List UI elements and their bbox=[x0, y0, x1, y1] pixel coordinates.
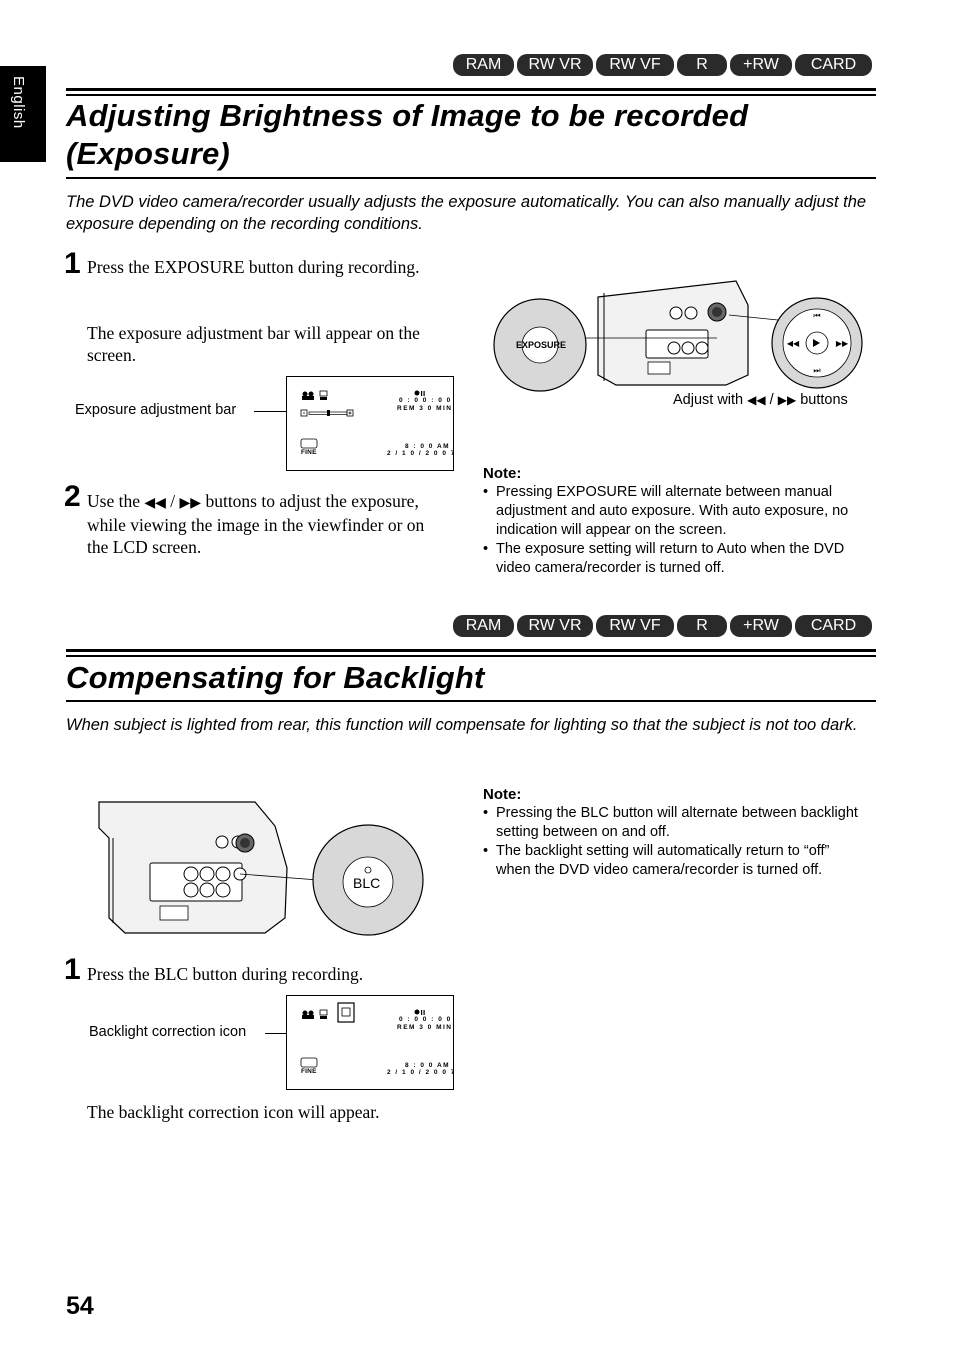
backlight-icon-label: Backlight correction icon bbox=[89, 1024, 247, 1040]
camera-illustration-blc bbox=[95, 798, 430, 938]
list-item: • The exposure setting will return to Auto when the DVD video camera/recorder is turned off. bbox=[483, 540, 868, 578]
section-title-line2: (Exposure) bbox=[66, 136, 230, 171]
section-title-backlight: Compensating for Backlight bbox=[66, 660, 485, 695]
title-rule-bottom bbox=[66, 177, 876, 179]
lcd-time: 8 : 0 0 AM bbox=[405, 1062, 451, 1069]
svg-text:▶▶: ▶▶ bbox=[835, 339, 849, 348]
lcd-remaining: REM 3 0 MIN bbox=[397, 1024, 453, 1031]
media-tag-rw-vr: RW VR bbox=[517, 54, 593, 76]
note-list-backlight bbox=[483, 804, 868, 880]
list-item: • Pressing EXPOSURE will alternate between manual adjustment and auto exposure. With auto exposure, no indication will appear on the screen. bbox=[483, 483, 868, 540]
media-tag-rw-vr: RW VR bbox=[517, 615, 593, 637]
lcd-timecode: 0 : 0 0 : 0 0 bbox=[399, 397, 452, 404]
section-intro-backlight: When subject is lighted from rear, this function will compensate for lighting so that the subject is not too dark. bbox=[66, 716, 858, 734]
svg-text:⏭: ⏭ bbox=[813, 366, 821, 375]
step-result: The exposure adjustment bar will appear on the screen. bbox=[87, 323, 420, 365]
fast-forward-icon: ▶▶ bbox=[777, 393, 797, 407]
lcd-timecode: 0 : 0 0 : 0 0 bbox=[399, 1016, 452, 1023]
section-title-line1: Adjusting Brightness of Image to be recorded bbox=[66, 98, 749, 133]
list-item: • Pressing the BLC button will alternate between backlight setting between on and off. bbox=[483, 804, 868, 842]
media-tags-bottom bbox=[453, 615, 872, 637]
media-tags-top bbox=[453, 54, 872, 76]
lcd-time: 8 : 0 0 AM bbox=[405, 443, 451, 450]
lcd-screen-exposure bbox=[286, 376, 454, 471]
adjust-caption bbox=[673, 392, 848, 408]
media-tag-rw-vf: RW VF bbox=[596, 54, 674, 76]
note-title: Note: bbox=[483, 786, 522, 803]
blc-button-label: BLC bbox=[353, 875, 381, 891]
media-tag-card: CARD bbox=[795, 615, 872, 637]
rewind-icon: ◀◀ bbox=[747, 393, 766, 407]
media-tag-ram: RAM bbox=[453, 615, 514, 637]
adjust-caption-prefix: Adjust with bbox=[673, 392, 744, 408]
step-text: Press the EXPOSURE button during recording. bbox=[87, 257, 420, 277]
rewind-icon: ◀◀ bbox=[144, 495, 166, 511]
fast-forward-icon: ▶▶ bbox=[179, 495, 202, 511]
lcd-date: 2 / 1 0 / 2 0 0 7 bbox=[387, 1069, 456, 1076]
step-text: Press the BLC button during recording. bbox=[87, 964, 364, 984]
lcd-quality: FINE bbox=[301, 449, 317, 456]
title-rule-top bbox=[66, 649, 876, 652]
page-number: 54 bbox=[66, 1292, 94, 1320]
media-tag-plus-rw: +RW bbox=[730, 54, 792, 76]
exposure-button-label: EXPOSURE bbox=[516, 340, 567, 350]
note-list-exposure bbox=[483, 483, 868, 578]
camera-illustration-exposure bbox=[486, 275, 866, 393]
section-intro-exposure: The DVD video camera/recorder usually adjusts the exposure automatically. You can also manually adjust the exposure depending on the recording conditions. bbox=[66, 193, 867, 233]
media-tag-rw-vf: RW VF bbox=[596, 615, 674, 637]
step-text-2 bbox=[87, 490, 432, 558]
camera-body-icon bbox=[95, 798, 430, 938]
step-number: 1 bbox=[64, 247, 81, 280]
step2-prefix: Use the bbox=[87, 491, 140, 511]
media-tag-plus-rw: +RW bbox=[730, 615, 792, 637]
note-title: Note: bbox=[483, 465, 522, 482]
step-number: 1 bbox=[64, 953, 81, 986]
language-tab-label: English bbox=[10, 76, 27, 129]
exposure-bar-label: Exposure adjustment bar bbox=[75, 402, 237, 418]
language-tab bbox=[0, 66, 46, 162]
lcd-remaining: REM 3 0 MIN bbox=[397, 405, 453, 412]
camera-body-icon bbox=[486, 275, 866, 393]
title-rule-top bbox=[66, 88, 876, 91]
step2-text: buttons to adjust the exposure, while viewing the image in the viewfinder or on the LCD screen. bbox=[87, 491, 425, 557]
section-title-exposure bbox=[66, 97, 886, 173]
list-item: • The backlight setting will automatically return to “off” when the DVD video camera/recorder is turned off. bbox=[483, 842, 868, 880]
svg-text:◀◀: ◀◀ bbox=[786, 339, 800, 348]
title-rule-top-thin bbox=[66, 655, 876, 657]
lcd-screen-backlight bbox=[286, 995, 454, 1090]
media-tag-r: R bbox=[677, 54, 727, 76]
media-tag-ram: RAM bbox=[453, 54, 514, 76]
step-number: 2 bbox=[64, 480, 81, 513]
step2-sep: / bbox=[170, 491, 176, 511]
adjust-caption-sep: / bbox=[769, 392, 774, 408]
title-rule-bottom bbox=[66, 700, 876, 702]
step-result: The backlight correction icon will appear. bbox=[87, 1102, 380, 1122]
media-tag-r: R bbox=[677, 615, 727, 637]
media-tag-card: CARD bbox=[795, 54, 872, 76]
lcd-quality: FINE bbox=[301, 1068, 317, 1075]
adjust-caption-suffix: buttons bbox=[800, 392, 848, 408]
svg-text:⏮: ⏮ bbox=[813, 311, 821, 320]
title-rule-top-thin bbox=[66, 94, 876, 96]
lcd-date: 2 / 1 0 / 2 0 0 7 bbox=[387, 450, 456, 457]
